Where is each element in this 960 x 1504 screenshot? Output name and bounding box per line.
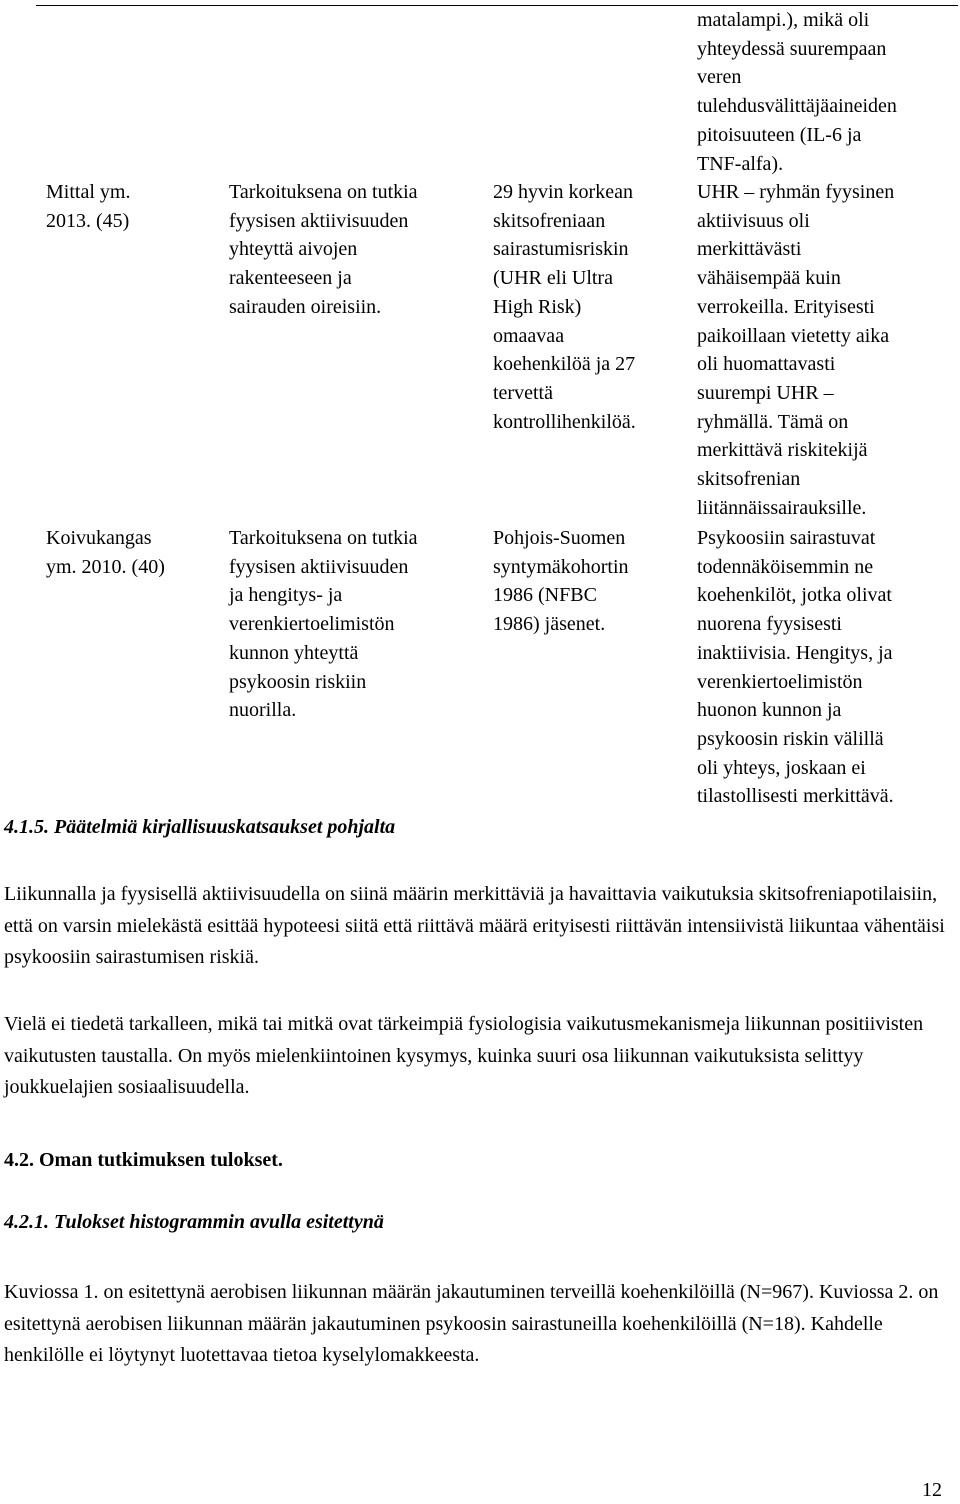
page-number: 12	[922, 1479, 942, 1501]
paragraph-conclusions-1: Liikunnalla ja fyysisellä aktiivisuudella on siinä määrin merkittäviä ja havaittavia vaikutuksia skitsofreniapotilaisiin, että on varsin mielekästä esittää hypoteesi siitä että riittävä määrä erityisesti riittävän intensiivistä liikuntaa vähentäisi psykoosiin sairastumisen riskiä.	[4, 883, 945, 968]
section-heading-4-2: 4.2. Oman tutkimuksen tulokset.	[4, 1149, 283, 1171]
row1-subjects: 29 hyvin korkean skitsofreniaan sairastumisriskin (UHR eli Ultra High Risk) omaavaa koehenkilöä ja 27 tervettä kontrollihenkilöä.	[493, 181, 636, 433]
section-heading-4-2-1: 4.2.1. Tulokset histogrammin avulla esitettynä	[4, 1211, 384, 1233]
section-heading-4-1-5: 4.1.5. Päätelmiä kirjallisuuskatsaukset pohjalta	[4, 816, 396, 838]
row2-results: Psykoosiin sairastuvat todennäköisemmin ne koehenkilöt, jotka olivat nuorena fyysisesti inaktiivisia. Hengitys, ja verenkiertoelimistön huonon kunnon ja psykoosin riskin välillä oli yhteys, joskaan ei tilastollisesti merkittävä.	[697, 527, 894, 808]
paragraph-results-histogram: Kuviossa 1. on esitettynä aerobisen liikunnan määrän jakautuminen terveillä koehenkilöillä (N=967). Kuviossa 2. on esitettynä aerobisen liikunnan määrän jakautuminen psykoosin sairastuneilla koehenkilöillä (N=18). Kahdelle henkilölle ei löytynyt luotettavaa tietoa kyselylomakkeesta.	[4, 1281, 939, 1366]
row1-aim: Tarkoituksena on tutkia fyysisen aktiivisuuden yhteyttä aivojen rakenteeseen ja sairauden oireisiin.	[229, 181, 418, 318]
paragraph-conclusions-2: Vielä ei tiedetä tarkalleen, mikä tai mitkä ovat tärkeimpiä fysiologisia vaikutusmekanismeja liikunnan positiivisten vaikutusten taustalla. On myös mielenkiintoinen kysymys, kuinka suuri osa liikunnan vaikutuksista selittyy joukkuelajien sosiaalisuudella.	[4, 1013, 924, 1098]
row2-reference: Koivukangas ym. 2010. (40)	[46, 527, 165, 578]
row1-results: UHR – ryhmän fyysinen aktiivisuus oli merkittävästi vähäisempää kuin verrokeilla. Erityisesti paikoillaan vietetty aika oli huomattavasti suurempi UHR – ryhmällä. Tämä on merkittävä riskitekijä skitsofrenian liitännäissairauksille.	[697, 181, 895, 519]
row2-aim: Tarkoituksena on tutkia fyysisen aktiivisuuden ja hengitys- ja verenkiertoelimistön kunnon yhteyttä psykoosin riskiin nuorilla.	[229, 527, 418, 722]
row2-subjects: Pohjois-Suomen syntymäkohortin 1986 (NFBC 1986) jäsenet.	[493, 527, 629, 636]
table-col4-continuation: matalampi.), mikä oli yhteydessä suurempaan veren tulehdusvälittäjäaineiden pitoisuuteen (IL-6 ja TNF-alfa).	[697, 9, 897, 175]
row1-reference: Mittal ym. 2013. (45)	[46, 181, 131, 232]
